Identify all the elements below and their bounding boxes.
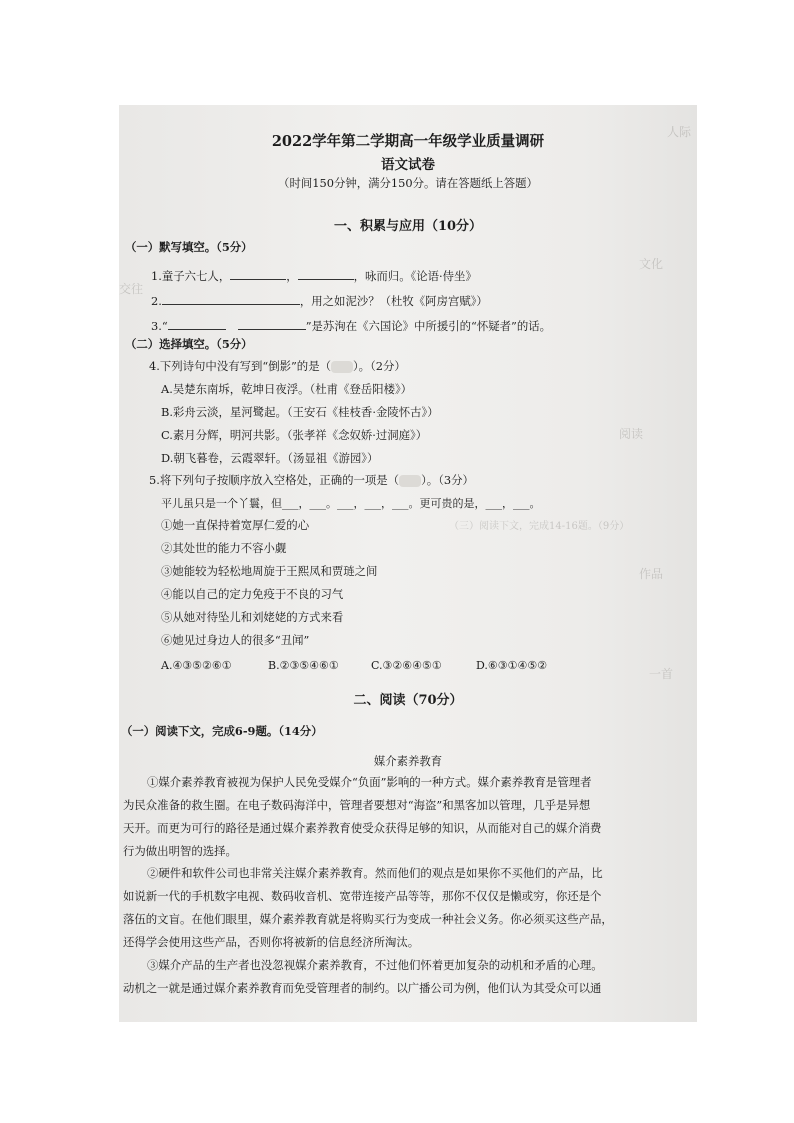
answer-blank[interactable] — [168, 318, 226, 330]
bleed-text: （三）阅读下文，完成14-16题。（9分） — [449, 521, 630, 532]
bleed-text: 作品 — [639, 567, 664, 581]
bleed-text: 文化 — [639, 257, 664, 271]
article-line: 还得学会使用这些产品，否则你将被新的信息经济所淘汰。 — [123, 935, 420, 949]
question-2: 2. ，用之如泥沙？（杜牧《阿房宫赋》） — [151, 294, 488, 308]
exam-instructions: （时间150分钟，满分150分。请在答题纸上答题） — [278, 176, 538, 190]
article-line: 动机之一就是通过媒介素养教育而免受管理者的制约。以广播公司为例，他们认为其受众可以通 — [123, 981, 602, 995]
choice: C.③②⑥④⑤① — [371, 659, 442, 672]
sentence-item: ③她能较为轻松地周旋于王熙凤和贾琏之间 — [161, 564, 378, 578]
bleed-text: 交往 — [119, 282, 144, 296]
sentence-item: ②其处世的能力不容小觑 — [161, 541, 287, 555]
question-3: 3.“ ”是苏洵在《六国论》中所援引的“怀疑者”的话。 — [151, 319, 551, 333]
choice: D.⑥③①④⑤② — [476, 659, 548, 672]
exam-title: 2022学年第二学期高一年级学业质量调研 — [271, 133, 545, 150]
question-5: 5.将下列句子按顺序放入空格处，正确的一项是（ ）。（3分） — [149, 473, 474, 487]
option: A.吴楚东南坼，乾坤日夜浮。（杜甫《登岳阳楼》） — [161, 382, 413, 396]
article-title: 媒介素养教育 — [373, 754, 443, 768]
answer-blank[interactable] — [298, 268, 354, 280]
bleed-text: 人际 — [667, 125, 692, 139]
section-heading: 一、积累与应用（10分） — [333, 219, 483, 234]
answer-blank[interactable] — [162, 293, 300, 305]
sentence-item: ①她一直保持着宽厚仁爱的心 — [161, 518, 310, 532]
section-heading: 二、阅读（70分） — [353, 693, 463, 708]
article-line: ①媒介素养教育被视为保护人民免受媒介“负面”影响的一种方式。媒介素养教育是管理者 — [147, 775, 592, 789]
exam-subtitle: 语文试卷 — [381, 157, 435, 173]
question-1: 1.童子六七人， ， ，咏而归。《论语·侍坐》 — [151, 269, 477, 283]
exam-paper-photo — [119, 105, 697, 1022]
article-line: ②硬件和软件公司也非常关注媒介素养教育。然而他们的观点是如果你不买他们的产品，比 — [147, 866, 603, 880]
answer-box[interactable] — [331, 361, 353, 373]
article-line: 行为做出明智的选择。 — [123, 844, 237, 858]
option: C.素月分辉，明河共影。（张孝祥《念奴娇·过洞庭》） — [161, 428, 428, 442]
bleed-text: 阅读 — [619, 427, 644, 441]
part-heading: （一）阅读下文，完成6-9题。（14分） — [121, 724, 323, 738]
part-heading: （二）选择填空。（5分） — [125, 337, 253, 351]
choice: A.④③⑤②⑥① — [161, 659, 232, 672]
article-line: 如说新一代的手机数字电视、数码收音机、宽带连接产品等等，那你不仅仅是懒或穷，你还是个 — [123, 889, 602, 903]
article-line: 天开。而更为可行的路径是通过媒介素养教育使受众获得足够的知识，从而能对自己的媒介消费 — [123, 821, 602, 835]
question-4: 4.下列诗句中没有写到“倒影”的是（ ）。（2分） — [149, 359, 406, 373]
option: B.彩舟云淡，星河鹭起。（王安石《桂枝香·金陵怀古》） — [161, 405, 439, 419]
sentence-item: ④能以自己的定力免疫于不良的习气 — [161, 587, 344, 601]
question-5-sentence: 平儿虽只是一个丫鬟，但___，___。___，___，___。更可贵的是，___，___。 — [161, 497, 541, 510]
choice: B.②③⑤④⑥① — [268, 659, 339, 672]
answer-blank[interactable] — [238, 318, 306, 330]
article-line: 落伍的文盲。在他们眼里，媒介素养教育就是将购买行为变成一种社会义务。你必须买这些产品， — [123, 912, 613, 926]
answer-blank[interactable] — [230, 268, 286, 280]
sentence-item: ⑤从她对待坠儿和刘姥姥的方式来看 — [161, 610, 344, 624]
article-line: 为民众准备的救生圈。在电子数码海洋中，管理者要想对“海盗”和黑客加以管理，几乎是异想 — [123, 798, 591, 812]
part-heading: （一）默写填空。（5分） — [125, 240, 253, 254]
article-line: ③媒介产品的生产者也没忽视媒介素养教育，不过他们怀着更加复杂的动机和矛盾的心理。 — [147, 958, 603, 972]
option: D.朝飞暮卷，云霞翠轩。（汤显祖《游园》） — [161, 451, 379, 465]
answer-box[interactable] — [399, 475, 421, 487]
sentence-item: ⑥她见过身边人的很多“丑闻” — [161, 633, 310, 647]
bleed-text: 一首 — [649, 667, 674, 681]
